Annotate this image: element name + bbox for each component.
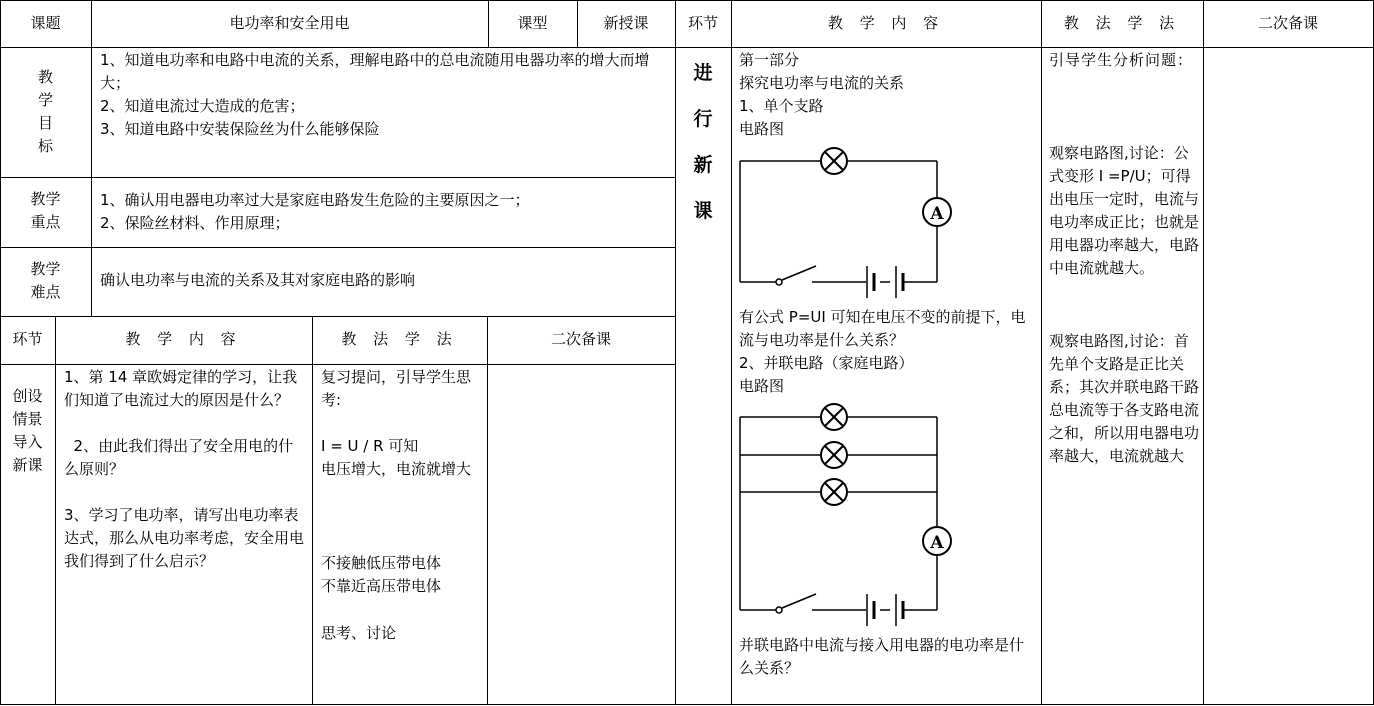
ammeter-icon (923, 527, 951, 555)
ammeter-label: A (930, 533, 944, 553)
part-one-title: 第一部分 探究电功率与电流的关系 1、单个支路 电路图 (739, 51, 905, 138)
intro-method-4: 思考、讨论 (321, 624, 397, 642)
method-label: 教 法 学 法 (1063, 14, 1181, 32)
lamp-icon (821, 404, 847, 430)
difficulties-text: 确认电功率与电流的关系及其对家庭电路的影响 (100, 271, 416, 289)
subject-label: 课题 (30, 14, 61, 32)
objectives-text: 1、知道电功率和电路中电流的关系，理解电路中的总电流随用电器功率的增大而增大； 2、知道电流过大造成的危害； 3、知道电路中安装保险丝为什么能够保险 (100, 51, 650, 138)
method-parallel: 观察电路图,讨论：首先单个支路是正比关系；其次并联电路干路总电流等于各支路电流之和，所以用电器电功率越大，电流就越大 (1049, 332, 1200, 465)
formula-question: 有公式 P=UI 可知在电压不变的前提下，电流与电功率是什么关系？ 2、并联电路（家庭电路） 电路图 (739, 308, 1026, 395)
left-revision-label: 二次备课 (550, 330, 611, 348)
difficulties-label: 教学 难点 (30, 260, 61, 301)
intro-method-1: 复习提问，引导学生思考: (321, 368, 472, 409)
method-guide: 引导学生分析问题： (1049, 51, 1194, 69)
intro-content: 1、第 14 章欧姆定律的学习，让我们知道了电流过大的原因是什么？ 2、由此我们得出了安全用电的什么原则？ 3、学习了电功率，请写出电功率表达式，那么从电功率考虑，安全用电我们得到了什么启示？ (64, 368, 305, 570)
new-lesson-section: 进 行 新 课 (693, 62, 713, 222)
lamp-icon (821, 442, 847, 468)
battery-icon (867, 594, 903, 626)
method-single-branch: 观察电路图,讨论：公式变形 I =P/U；可得出电压一定时，电流与电功率成正比；也就是用电器功率越大，电路中电流就越大。 (1049, 144, 1200, 277)
intro-section: 创设 情景 导入 新课 (12, 387, 43, 474)
left-content-label: 教 学 内 容 (125, 330, 242, 348)
ammeter-label: A (930, 204, 944, 224)
lesson-type-label: 课型 (517, 14, 548, 32)
lesson-type: 新授课 (603, 14, 649, 32)
content-label: 教 学 内 容 (827, 14, 945, 32)
left-method-label: 教 法 学 法 (341, 330, 458, 348)
switch-icon (776, 594, 816, 613)
key-points-label: 教学 重点 (30, 190, 61, 231)
key-points-text: 1、确认用电器电功率过大是家庭电路发生危险的主要原因之一； 2、保险丝材料、作用原理； (100, 191, 530, 232)
lamp-icon (821, 479, 847, 505)
section-label: 环节 (687, 14, 718, 32)
subject-title: 电功率和安全用电 (229, 14, 350, 32)
intro-method-3: 不接触低压带电体 不靠近高压带电体 (321, 554, 442, 595)
intro-method-2: I = U / R 可知 电压增大，电流就增大 (321, 437, 472, 478)
parallel-question: 并联电路中电流与接入用电器的电功率是什么关系？ (739, 636, 1025, 677)
objectives-label: 教 学 目 标 (37, 68, 53, 155)
revision-label: 二次备课 (1257, 14, 1318, 32)
left-section-label: 环节 (12, 330, 43, 348)
